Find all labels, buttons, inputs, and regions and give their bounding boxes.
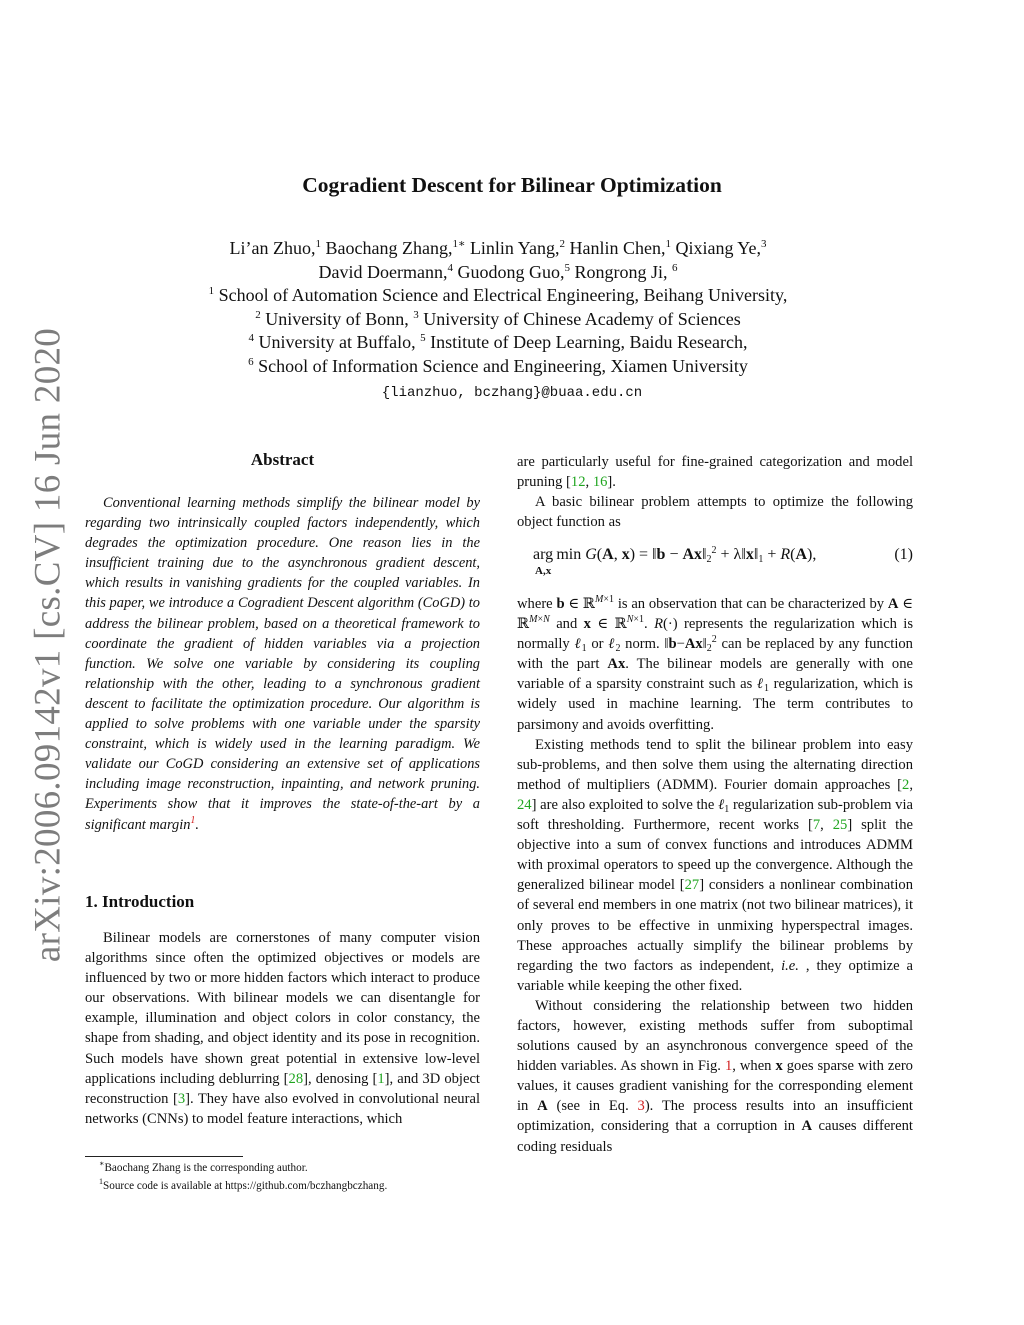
equation-link[interactable]: 3 [637,1098,645,1115]
affiliation-text: Institute of Deep Learning, Baidu Research, [425,332,748,353]
citation-link[interactable]: 24 [517,796,532,813]
right-column-body: where b ∈ ℝ$^{M\times 1}$ is an observation that can be characterized by A ∈ ℝ$^{M\times N}$ and x ∈ ℝ$^{N\times 1}$. R(·) represents the regularization which is normally ℓ$_1$ or ℓ$_2$ norm. $‖b-Ax‖_2^2$ can be replaced by any function with the part Ax. The bilinear models are generally with one variable of a sparsity constraint such as ℓ$_1$ regularization, which is widely used in machine learning. The term contributes to parsimony and avoids overfitting. Existing methods tend to split the bilinear problem into easy sub-problems, and then solve them using the alternating direction method of multipliers (ADMM). Fourier domain approaches [2, 24] are also exploited to solve the ℓ$_1$ regularization sub-problem via soft thresholding. Furthermore, recent works [7, 25] split the objective into a sum of convex functions and introduces ADMM with proximal operators to speed up the convergence. Although the generalized bilinear model [27] considers a nonlinear combination of several end members in one matrix (not two bilinear matrices), it only proves to be effective in unmixing hyperspectral images. These approaches actually simplify the bilinear problems by regarding the two factors as independent, i.e. , they optimize a variable while keeping the other fixed. Without considering the relationship between two hidden factors, however, existing methods suffer from suboptimal solutions caused by an asynchronous convergence speed of the hidden variables. As shown in Fig. 1, when x goes sparse with zero values, it causes gradient vanishing for the corresponding element in A (see in Eq. 3). The process results into an insufficient optimization, considering that a corruption in A causes different coding residuals [517,594,914,1155]
right-column-top [517,452,913,532]
body-text: ] are also exploited to solve the [531,796,715,813]
body-text: Existing methods tend to split the bilinear problem into easy sub-problems, and then solve them using the alternating direction method of multipliers (ADMM). Fourier domain approaches [ [517,736,913,793]
intro-text: ], denosing [ [303,1070,378,1087]
body-text: Without considering the relationship between two hidden factors, however, existing methods suffer from suboptimal solutions caused by an asynchronous convergence speed of the hidden variables. As shown in Fig. [517,997,913,1075]
body-text: , [585,474,593,491]
abstract-footnote-link[interactable]: 1 [190,814,196,826]
affiliation-sup: 1 [208,285,215,298]
citation-link[interactable]: 28 [288,1070,304,1087]
footnote-mark: 1 [99,1177,103,1186]
abstract-body [85,493,480,835]
footnote-text: Source code is available at https://github.com/bczhangbczhang. [103,1180,388,1192]
body-text: ] split the objective into a sum of convex functions and introduces ADMM with proximal operators to speed up the convergence. Although the generalized bilinear model [ [517,817,914,894]
affiliation-text: University of Bonn, [260,308,414,329]
equation-number: (1) [894,546,913,563]
affiliation-line [130,284,866,308]
citation-link[interactable]: 25 [832,817,848,834]
author-sup: 3 [760,238,767,250]
body-text: The bilinear models are generally with one variable of a sparsity constraint such as [517,656,913,693]
affiliation-sup: 5 [420,332,426,345]
author-sup: 1∗ [452,238,466,250]
body-text: represents the regularization which is normally [517,616,914,653]
affiliation-sup: 2 [255,308,261,321]
body-text: regularization, which is widely used in machine learning. The term contributes to parsimony and avoids overfitting. [517,676,913,733]
affiliation-text: School of Information Science and Engineering, Xiamen University [253,355,748,376]
author-name: Baochang Zhang, [325,238,453,258]
affiliation-text: University of Chinese Academy of Sciences [418,308,741,329]
body-text: A basic bilinear problem attempts to optimize the following object function as [517,494,913,531]
author-sup: 4 [447,261,453,274]
body-text: , when [732,1058,772,1075]
footnote-mark: ∗ [99,1159,105,1168]
affiliation-text: University at Buffalo, [253,332,421,353]
footnote-corresponding-author [85,1161,480,1175]
author-name: Linlin Yang, [469,238,560,258]
footnote-source-code [85,1179,480,1193]
body-text: can be replaced by any function with the part [517,636,913,673]
citation-link[interactable]: 3 [177,1090,186,1107]
author-sup: 1 [665,238,671,250]
section-heading-introduction: 1. Introduction [85,892,195,911]
abstract-text: Conventional learning methods simplify the bilinear model by regarding two intrinsically coupled factors independently, which degrades the optimization procedure. One reason lies in the insufficient training due to the asynchronous gradient descent, which results in vanishing gradients for the coupled variables. In this paper, we introduce a Cogradient Descent algorithm (CoGD) to address the bilinear problem, based on a theoretical framework to coordinate the gradient of hidden variables via a projection function. We solve one variable by considering its coupling relationship with the other, leading to a synchronous gradient descent to facilitate the optimization procedure. Our algorithm is applied to solve problems with one variable under the sparsity constraint, which is widely used in the learning paradigm. We validate our CoGD considering an extensive set of applications including image reconstruction, inpainting, and network pruning. Experiments show that it improves the state-of-the-art by a significant margin [85,495,480,833]
body-text: ]. [607,474,616,491]
affiliation-sup: 4 [248,332,254,345]
body-text: ] considers a nonlinear combination of several end members in one matrix (not two bilinear matrices), it only proves to be effective in unmixing hyperspectral images. These approaches actually simplify the bilinear problems by regarding the two factors as independent, [517,877,913,974]
affiliation-line [130,331,866,355]
equation-1 [517,544,913,582]
affiliation-text: School of Automation Science and Electrical Engineering, Beihang University, [214,285,788,306]
introduction-body [85,928,480,1129]
affiliation-sup: 3 [413,308,419,321]
author-block [130,237,866,379]
citation-link[interactable]: 16 [592,474,608,491]
paper-title: Cogradient Descent for Bilinear Optimization [302,173,722,197]
citation-link[interactable]: 27 [684,877,700,894]
footnote-text: Baochang Zhang is the corresponding author. [104,1162,308,1174]
body-text: causes different coding residuals [517,1118,913,1155]
abstract-end: . [195,816,200,833]
intro-text: ], and 3D object reconstruction [ [85,1070,480,1107]
author-name: Hanlin Chen, [569,238,666,258]
equation-subscript: A,x [535,565,552,577]
citation-link[interactable]: 1 [377,1070,385,1087]
body-text: ). The process results into an insufficient optimization, considering that a corruption in [517,1098,913,1135]
body-text: , they optimize a variable while keeping the other fixed. [517,957,913,994]
author-line-2 [130,261,866,285]
affiliation-line [130,308,866,332]
author-line-1 [130,237,866,261]
body-text: are particularly useful for fine-grained categorization and model pruning [ [517,454,913,491]
intro-text: ]. They have also evolved in convolutional neural networks (CNNs) to model feature interactions, which [85,1090,480,1127]
affiliation-sup: 6 [248,355,254,368]
arxiv-identifier: arXiv:2006.09142v1 [cs.CV] 16 Jun 2020 [27,327,69,963]
author-name: Rongrong Ji, [574,261,672,282]
affiliation-line [130,355,866,379]
author-name: Guodong Guo, [457,261,565,282]
footnote-divider [85,1156,243,1157]
author-sup: 1 [315,238,321,250]
author-name: David Doermann, [318,261,448,282]
citation-link[interactable]: 2 [902,776,910,793]
author-email: {lianzhuo, bczhang}@buaa.edu.cn [381,385,643,401]
body-text: (see in Eq. [556,1098,629,1115]
intro-text: Bilinear models are cornerstones of many computer vision algorithms since often the optimized objectives or models are influenced by two or more hidden factors which interact to produce our observations. With bilinear models we can disentangle for example, illumination and object colors in color constancy, the shape from shading, and object identity and its pose in recognition. Such models have shown great potential in extensive low-level applications including deblurring [ [85,930,480,1087]
author-sup: 6 [671,261,678,274]
body-text: regularization sub-problem via soft thresholding. Furthermore, recent works [ [517,796,913,834]
citation-link[interactable]: 7 [812,817,821,834]
body-text: i.e. [781,957,799,974]
body-text: goes sparse with zero values, it causes gradient vanishing for the corresponding element in [517,1058,913,1115]
figure-link[interactable]: 1 [724,1058,733,1075]
author-sup: 5 [564,261,570,274]
author-sup: 2 [559,238,565,250]
author-name: Li’an Zhuo, [229,238,316,258]
author-name: Qixiang Ye, [675,238,761,258]
equation-body: arg min G(A, x) = ‖b − $Ax‖_2^2$ + $\lambda‖x‖_1 + R(A)$, [533,545,817,565]
citation-link[interactable]: 12 [570,474,586,491]
abstract-heading: Abstract [250,450,315,469]
body-text: is an observation that can be characterized by [617,596,885,612]
